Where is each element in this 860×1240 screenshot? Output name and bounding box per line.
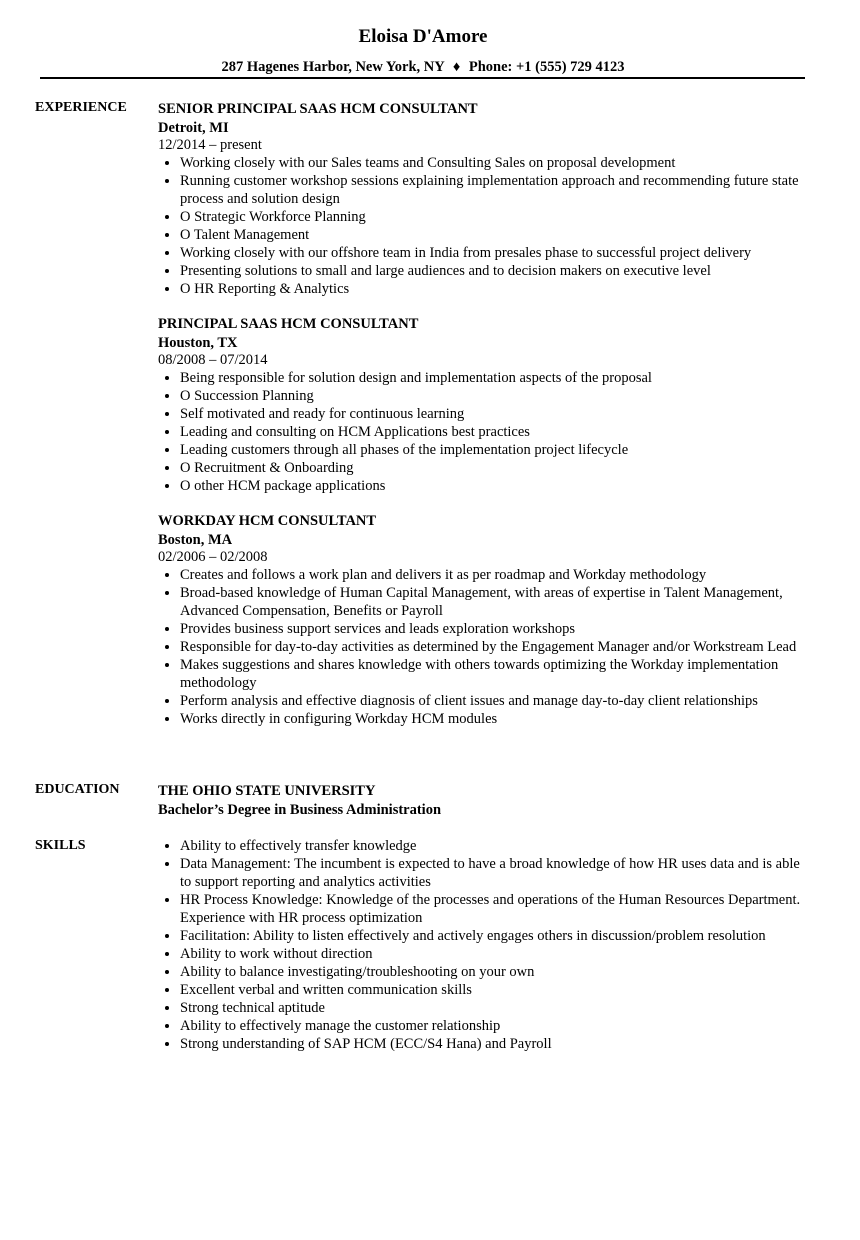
- job-title: WORKDAY HCM CONSULTANT: [158, 513, 377, 529]
- list-item: Facilitation: Ability to listen effectively and actively engages others in discussion/problem resolution: [180, 927, 808, 945]
- diamond-separator-icon: ♦: [452, 59, 461, 75]
- job-title: SENIOR PRINCIPAL SAAS HCM CONSULTANT: [158, 101, 478, 117]
- list-item: Strong understanding of SAP HCM (ECC/S4 Hana) and Payroll: [180, 1035, 808, 1053]
- job-location: Boston, MA: [158, 532, 233, 548]
- list-item: Works directly in configuring Workday HCM modules: [180, 710, 808, 728]
- list-item: O Succession Planning: [180, 387, 808, 405]
- list-item: Makes suggestions and shares knowledge with others towards optimizing the Workday implementation methodology: [180, 656, 808, 692]
- address: 287 Hagenes Harbor, New York, NY: [221, 59, 445, 75]
- list-item: O Strategic Workforce Planning: [180, 208, 808, 226]
- education-body: [158, 781, 808, 819]
- list-item: O HR Reporting & Analytics: [180, 280, 808, 298]
- list-item: O Recruitment & Onboarding: [180, 459, 808, 477]
- list-item: Working closely with our offshore team in India from presales phase to successful project delivery: [180, 244, 808, 262]
- job-dates: 02/2006 – 02/2008: [158, 549, 268, 565]
- job-location: Houston, TX: [158, 335, 238, 351]
- list-item: Ability to effectively manage the customer relationship: [180, 1017, 808, 1035]
- job-location: Detroit, MI: [158, 120, 229, 136]
- list-item: Responsible for day-to-day activities as determined by the Engagement Manager and/or Workstream Lead: [180, 638, 808, 656]
- job-bullets: [158, 154, 808, 298]
- experience-body: [158, 99, 808, 744]
- skills-body: [158, 837, 808, 1053]
- list-item: Data Management: The incumbent is expected to have a broad knowledge of how HR uses data and is able to support reporting and analytics activities: [180, 855, 808, 891]
- list-item: Broad-based knowledge of Human Capital Management, with areas of expertise in Talent Management, Advanced Compensation, Benefits or Payroll: [180, 584, 808, 620]
- job-dates: 08/2008 – 07/2014: [158, 352, 268, 368]
- job-dates: 12/2014 – present: [158, 137, 262, 153]
- job-entry: [158, 99, 808, 298]
- section-label-experience: EXPERIENCE: [35, 100, 127, 115]
- list-item: Ability to balance investigating/troubleshooting on your own: [180, 963, 808, 981]
- job-entry: [158, 511, 808, 728]
- contact-line: [0, 58, 846, 76]
- phone: Phone: +1 (555) 729 4123: [468, 59, 625, 75]
- list-item: Creates and follows a work plan and delivers it as per roadmap and Workday methodology: [180, 566, 808, 584]
- list-item: O Talent Management: [180, 226, 808, 244]
- header-divider: [40, 77, 805, 79]
- school-name: THE OHIO STATE UNIVERSITY: [158, 783, 376, 799]
- list-item: Ability to work without direction: [180, 945, 808, 963]
- list-item: Self motivated and ready for continuous learning: [180, 405, 808, 423]
- list-item: O other HCM package applications: [180, 477, 808, 495]
- list-item: Running customer workshop sessions explaining implementation approach and recommending future state process and solution design: [180, 172, 808, 208]
- list-item: Leading customers through all phases of the implementation project lifecycle: [180, 441, 808, 459]
- job-bullets: [158, 566, 808, 728]
- list-item: Perform analysis and effective diagnosis of client issues and manage day-to-day client relationships: [180, 692, 808, 710]
- list-item: Presenting solutions to small and large audiences and to decision makers on executive level: [180, 262, 808, 280]
- skills-list: [158, 837, 808, 1053]
- list-item: HR Process Knowledge: Knowledge of the processes and operations of the Human Resources Department. Experience with HR process optimization: [180, 891, 808, 927]
- section-label-skills: SKILLS: [35, 838, 86, 853]
- list-item: Being responsible for solution design and implementation aspects of the proposal: [180, 369, 808, 387]
- candidate-name: Eloisa D'Amore: [358, 26, 488, 47]
- list-item: Strong technical aptitude: [180, 999, 808, 1017]
- list-item: Provides business support services and leads exploration workshops: [180, 620, 808, 638]
- list-item: Working closely with our Sales teams and Consulting Sales on proposal development: [180, 154, 808, 172]
- job-title: PRINCIPAL SAAS HCM CONSULTANT: [158, 316, 419, 332]
- section-label-education: EDUCATION: [35, 782, 120, 797]
- list-item: Excellent verbal and written communication skills: [180, 981, 808, 999]
- degree: Bachelor’s Degree in Business Administration: [158, 802, 442, 818]
- list-item: Leading and consulting on HCM Applications best practices: [180, 423, 808, 441]
- job-entry: [158, 314, 808, 495]
- list-item: Ability to effectively transfer knowledge: [180, 837, 808, 855]
- job-bullets: [158, 369, 808, 495]
